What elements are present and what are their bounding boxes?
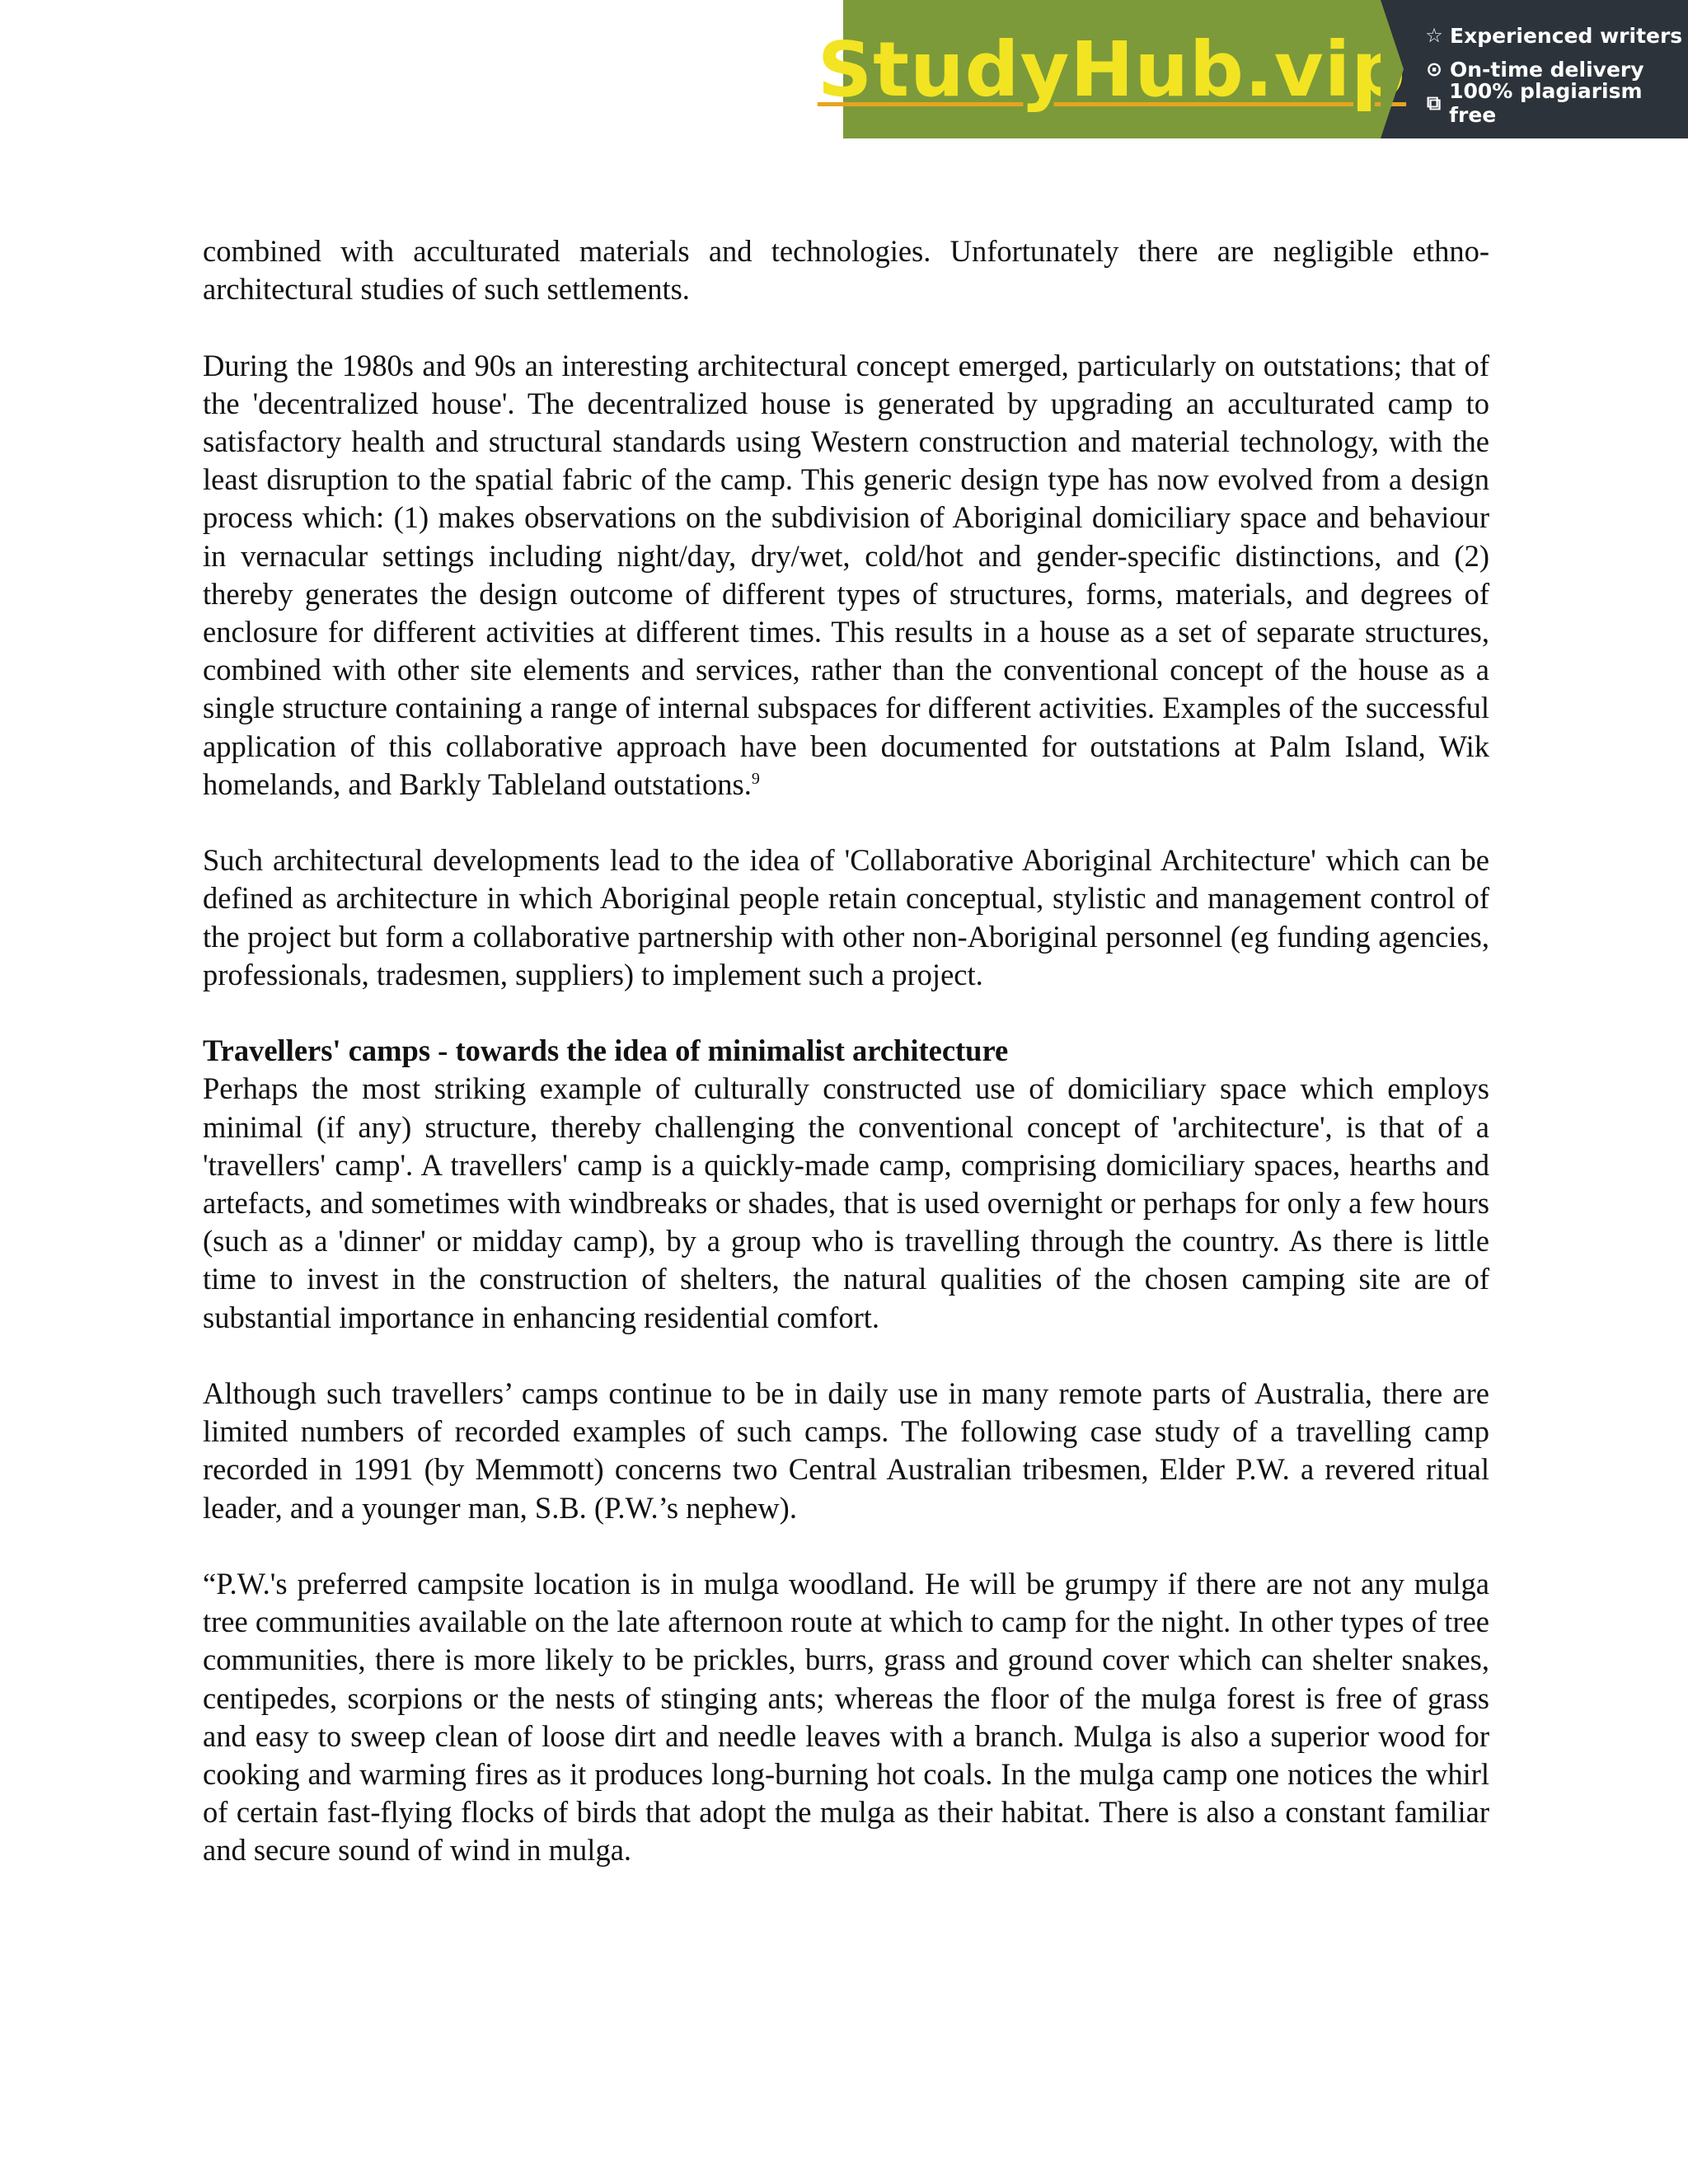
brand-logo[interactable] bbox=[817, 0, 1407, 138]
brand-name: StudyHub.vip bbox=[817, 25, 1407, 114]
paragraph: Such architectural developments lead to the idea of 'Collaborative Aboriginal Architecture' which can be defined as architecture in which Aboriginal people retain conceptual, stylistic and management control of the project but form a collaborative partnership with other non-Aboriginal personnel (eg funding agencies, professionals, tradesmen, suppliers) to implement such a project. bbox=[203, 843, 1489, 991]
star-icon: ☆ bbox=[1425, 24, 1443, 47]
paragraph bbox=[203, 347, 1489, 804]
feature-list bbox=[1381, 0, 1688, 138]
paragraph: Although such travellers’ camps continue to be in daily use in many remote parts of Australia, there are limited numbers of recorded examples of such camps. The following case study of a travelling camp recorded in 1991 (by Memmott) concerns two Central Australian tribesmen, Elder P.W. a revered ritual leader, and a younger man, S.B. (P.W.’s nephew). bbox=[203, 1376, 1489, 1525]
paragraph: Perhaps the most striking example of culturally constructed use of domiciliary space which employs minimal (if any) structure, thereby challenging the conventional concept of 'architecture', is that of a 'travellers' camp'. A travellers' camp is a quickly-made camp, comprising domiciliary spaces, hearths and artefacts, and sometimes with windbreaks or shades, that is used overnight or perhaps for only a few hours (such as a 'dinner' or midday camp), by a group who is travelling through the country. As there is little time to invest in the construction of shelters, the natural qualities of the chosen camping site are of substantial importance in enhancing residential comfort. bbox=[203, 1071, 1489, 1334]
feature-label: On-time delivery bbox=[1450, 57, 1644, 82]
studyhub-banner[interactable] bbox=[817, 0, 1688, 138]
section-heading: Travellers' camps - towards the idea of minimalist architecture bbox=[203, 1033, 1009, 1068]
paragraph-text: During the 1980s and 90s an interesting architectural concept emerged, particularly on outstations; that of the 'decentralized house'. The decentralized house is generated by upgrading an acculturated camp to satisfactory health and structural standards using Western construction and material technology, with the least disruption to the spatial fabric of the camp. This generic design type has now evolved from a design process which: (1) makes observations on the subdivision of Aboriginal domiciliary space and behaviour in vernacular settings including night/day, dry/wet, cold/hot and gender-specific distinctions, and (2) thereby generates the design outcome of different types of structures, forms, materials, and degrees of enclosure for different activities at different times. This results in a house as a set of separate structures, combined with other site elements and services, rather than the conventional concept of the house as a single structure containing a range of internal subspaces for different activities. Examples of the successful application of this collaborative approach have been documented for outstations at Palm Island, Wik homelands, and Barkly Tableland outstations. bbox=[203, 348, 1489, 801]
feature-label: 100% plagiarism free bbox=[1449, 79, 1643, 127]
feature-item bbox=[1423, 19, 1688, 53]
feature-item bbox=[1423, 79, 1688, 127]
clock-icon: ⊙ bbox=[1425, 58, 1443, 81]
document-body bbox=[203, 232, 1489, 1870]
copy-icon: ⧉ bbox=[1426, 91, 1442, 115]
feature-label: Experienced writers bbox=[1450, 23, 1683, 48]
paragraph: combined with acculturated materials and technologies. Unfortunately there are negligible ethno-architectural studies of such settlements. bbox=[203, 234, 1489, 307]
paragraph: “P.W.'s preferred campsite location is in mulga woodland. He will be grumpy if there are not any mulga tree communities available on the late afternoon route at which to camp for the night. In other types of tree communities, there is more likely to be prickles, burrs, grass and ground cover which can shelter snakes, centipedes, scorpions or the nests of stinging ants; whereas the floor of the mulga forest is free of grass and easy to sweep clean of loose dirt and needle leaves with a branch. Mulga is also a superior wood for cooking and warming fires as it produces long-burning hot coals. In the mulga camp one notices the whirl of certain fast-flying flocks of birds that adopt the mulga as their habitat. There is also a constant familiar and secure sound of wind in mulga. bbox=[203, 1567, 1489, 1868]
footnote-marker: 9 bbox=[751, 769, 760, 788]
